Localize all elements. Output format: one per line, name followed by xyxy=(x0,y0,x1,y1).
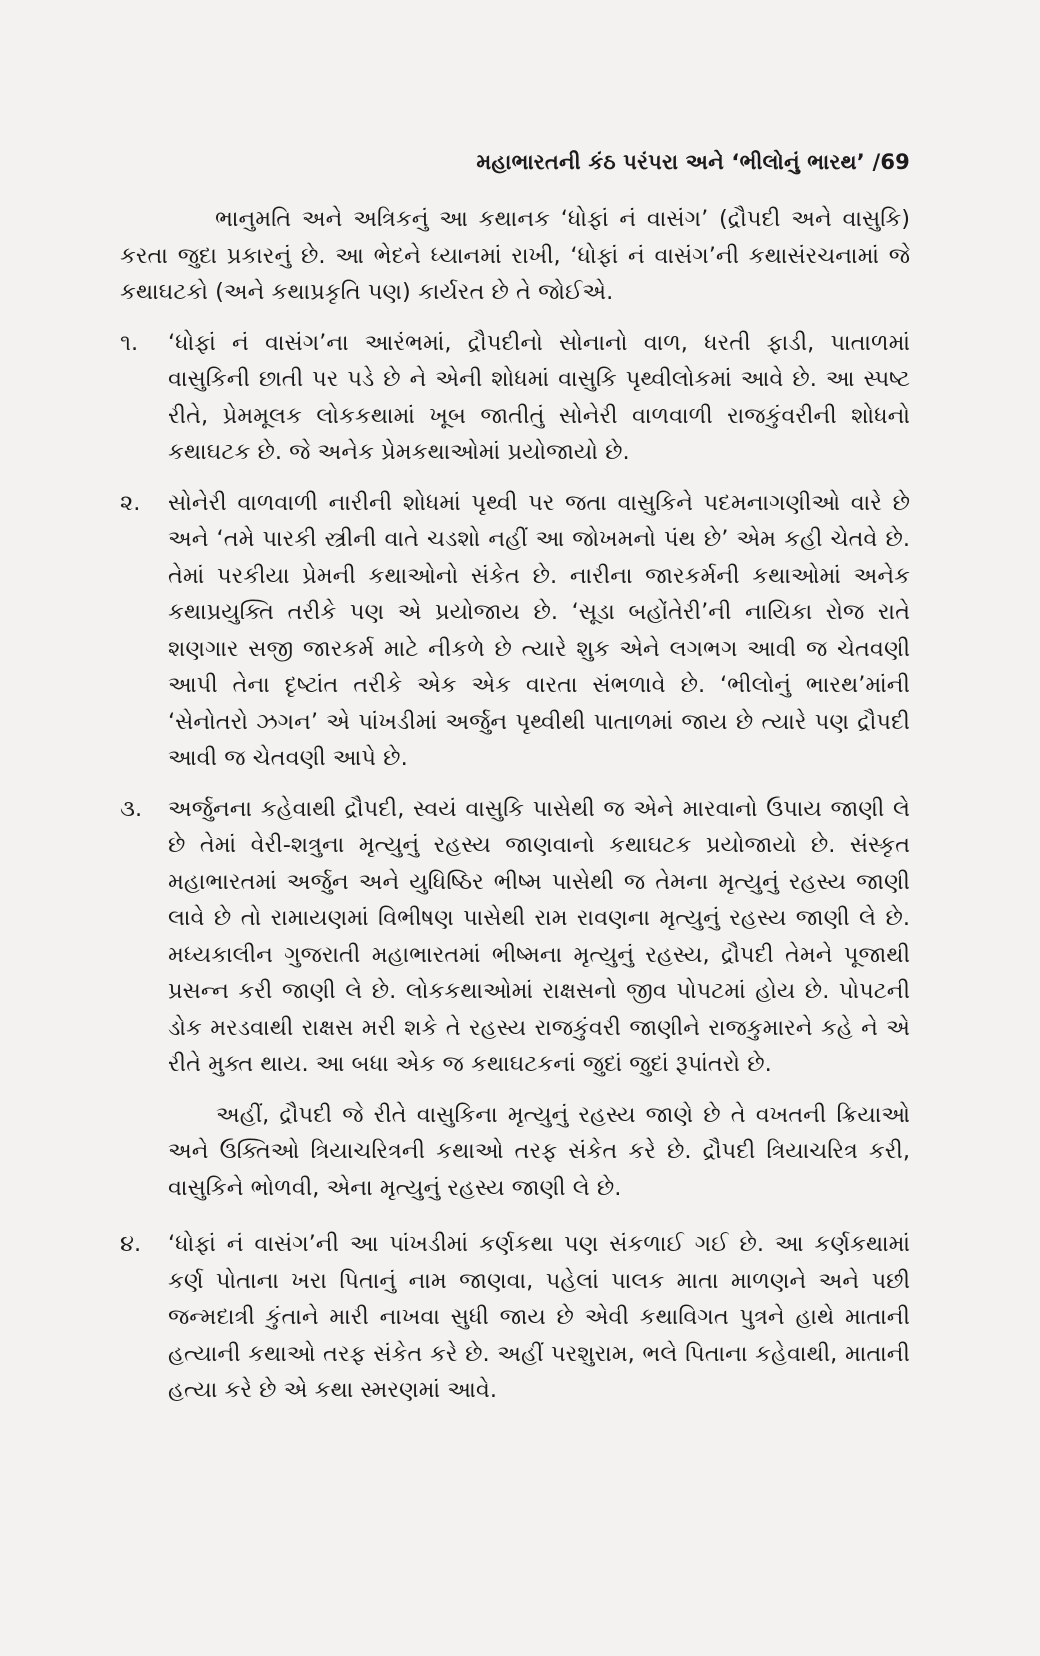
item-text: અર્જુનના કહેવાથી દ્રૌપદી, સ્વયં વાસુકિ પાસેથી જ એને મારવાનો ઉપાય જાણી લે છે તેમાં વેરી-શત્રુના મૃત્યુનું રહસ્ય જાણવાનો કથાઘટક પ્રયોજાયો છે. સંસ્કૃત મહાભારતમાં અર્જુન અને યુધિષ્ઠિર ભીષ્મ પાસેથી જ તેમના મૃત્યુનું રહસ્ય જાણી લાવે છે તો રામાયણમાં વિભીષણ પાસેથી રામ રાવણના મૃત્યુનું રહસ્ય જાણી લે છે. મધ્યકાલીન ગુજરાતી મહાભારતમાં ભીષ્મના મૃત્યુનું રહસ્ય, દ્રૌપદી તેમને પૂજાથી પ્રસન્ન કરી જાણી લે છે. લોકકથાઓમાં રાક્ષસનો જીવ પોપટમાં હોય છે. પોપટની ડોક મરડવાથી રાક્ષસ મરી શકે તે રહસ્ય રાજકુંવરી જાણીને રાજકુમારને કહે ને એ રીતે મુક્ત થાય. આ બધા એક જ કથાઘટકનાં જુદાં જુદાં રૂપાંતરો છે. xyxy=(168,795,910,1077)
list-item-2 xyxy=(120,485,910,777)
item-number: ૪. xyxy=(120,1231,142,1257)
running-header: મહાભારતની કંઠ પરંપરા અને ‘ભીલોનું ભારથ’ /69 xyxy=(476,150,910,174)
list-item-3 xyxy=(120,791,910,1083)
item-number: ૨. xyxy=(120,489,141,516)
item-number: ૧. xyxy=(120,329,139,356)
list-item-4 xyxy=(120,1226,910,1409)
item-number: ૩. xyxy=(120,795,143,822)
intro-paragraph: ભાનુમતિ અને અત્રિકનું આ કથાનક ‘ધોફાં નં વાસંગ’ (દ્રૌપદી અને વાસુકિ) કરતા જુદા પ્રકારનું છે. આ ભેદને ધ્યાનમાં રાખી, ‘ધોફાં નં વાસંગ’ની કથાસંરચનામાં જે કથાઘટકો (અને કથાપ્રકૃતિ પણ) કાર્યરત છે તે જોઈએ. xyxy=(120,206,910,305)
item-text: ‘ધોફાં નં વાસંગ’ની આ પાંખડીમાં કર્ણકથા પણ સંકળાઈ ગઈ છે. આ કર્ણકથામાં કર્ણ પોતાના ખરા પિતાનું નામ જાણવા, પહેલાં પાલક માતા માળણને અને પછી જન્મદાત્રી કુંતાને મારી નાખવા સુધી જાય છે એવી કથાવિગત પુત્રને હાથે માતાની હત્યાની કથાઓ તરફ સંકેત કરે છે. અહીં પરશુરામ, ભલે પિતાના કહેવાથી, માતાની હત્યા કરે છે એ કથા સ્મરણમાં આવે. xyxy=(168,1231,910,1403)
item-text: સોનેરી વાળવાળી નારીની શોધમાં પૃથ્વી પર જતા વાસુકિને પદમનાગણીઓ વારે છે અને ‘તમે પારકી સ્ત્રીની વાતે ચડશો નહીં આ જોખમનો પંથ છે’ એમ કહી ચેતવે છે. તેમાં પરકીયા પ્રેમની કથાઓનો સંકેત છે. નારીના જારકર્મની કથાઓમાં અનેક કથાપ્રયુક્તિ તરીકે પણ એ પ્રયોજાય છે. ‘સૂડા બહોંતેરી’ની નાયિકા રોજ રાતે શણગાર સજી જારકર્મ માટે નીકળે છે ત્યારે શુક એને લગભગ આવી જ ચેતવણી આપી તેના દૃષ્ટાંત તરીકે એક એક વારતા સંભળાવે છે. ‘ભીલોનું ભારથ’માંની ‘સેનોતરો ઝગન’ એ પાંખડીમાં અર્જુન પૃથ્વીથી પાતાળમાં જાય છે ત્યારે પણ દ્રૌપદી આવી જ ચેતવણી આપે છે. xyxy=(168,489,910,771)
item-3-continuation-paragraph: અહીં, દ્રૌપદી જે રીતે વાસુકિના મૃત્યુનું રહસ્ય જાણે છે તે વખતની ક્રિયાઓ અને ઉક્તિઓ ત્રિયાચરિત્રની કથાઓ તરફ સંકેત કરે છે. દ્રૌપદી ત્રિયાચરિત્ર કરી, વાસુકિને ભોળવી, એના મૃત્યુનું રહસ્ય જાણી લે છે. xyxy=(168,1101,910,1201)
list-item-1 xyxy=(120,325,910,471)
item-text: ‘ધોફાં નં વાસંગ’ના આરંભમાં, દ્રૌપદીનો સોનાનો વાળ, ધરતી ફાડી, પાતાળમાં વાસુકિની છાતી પર પડે છે ને એની શોધમાં વાસુકિ પૃથ્વીલોકમાં આવે છે. આ સ્પષ્ટ રીતે, પ્રેમમૂલક લોકકથામાં ખૂબ જાતીતું સોનેરી વાળવાળી રાજકુંવરીની શોધનો કથાઘટક છે. જે અનેક પ્રેમકથાઓમાં પ્રયોજાયો છે. xyxy=(168,329,910,465)
